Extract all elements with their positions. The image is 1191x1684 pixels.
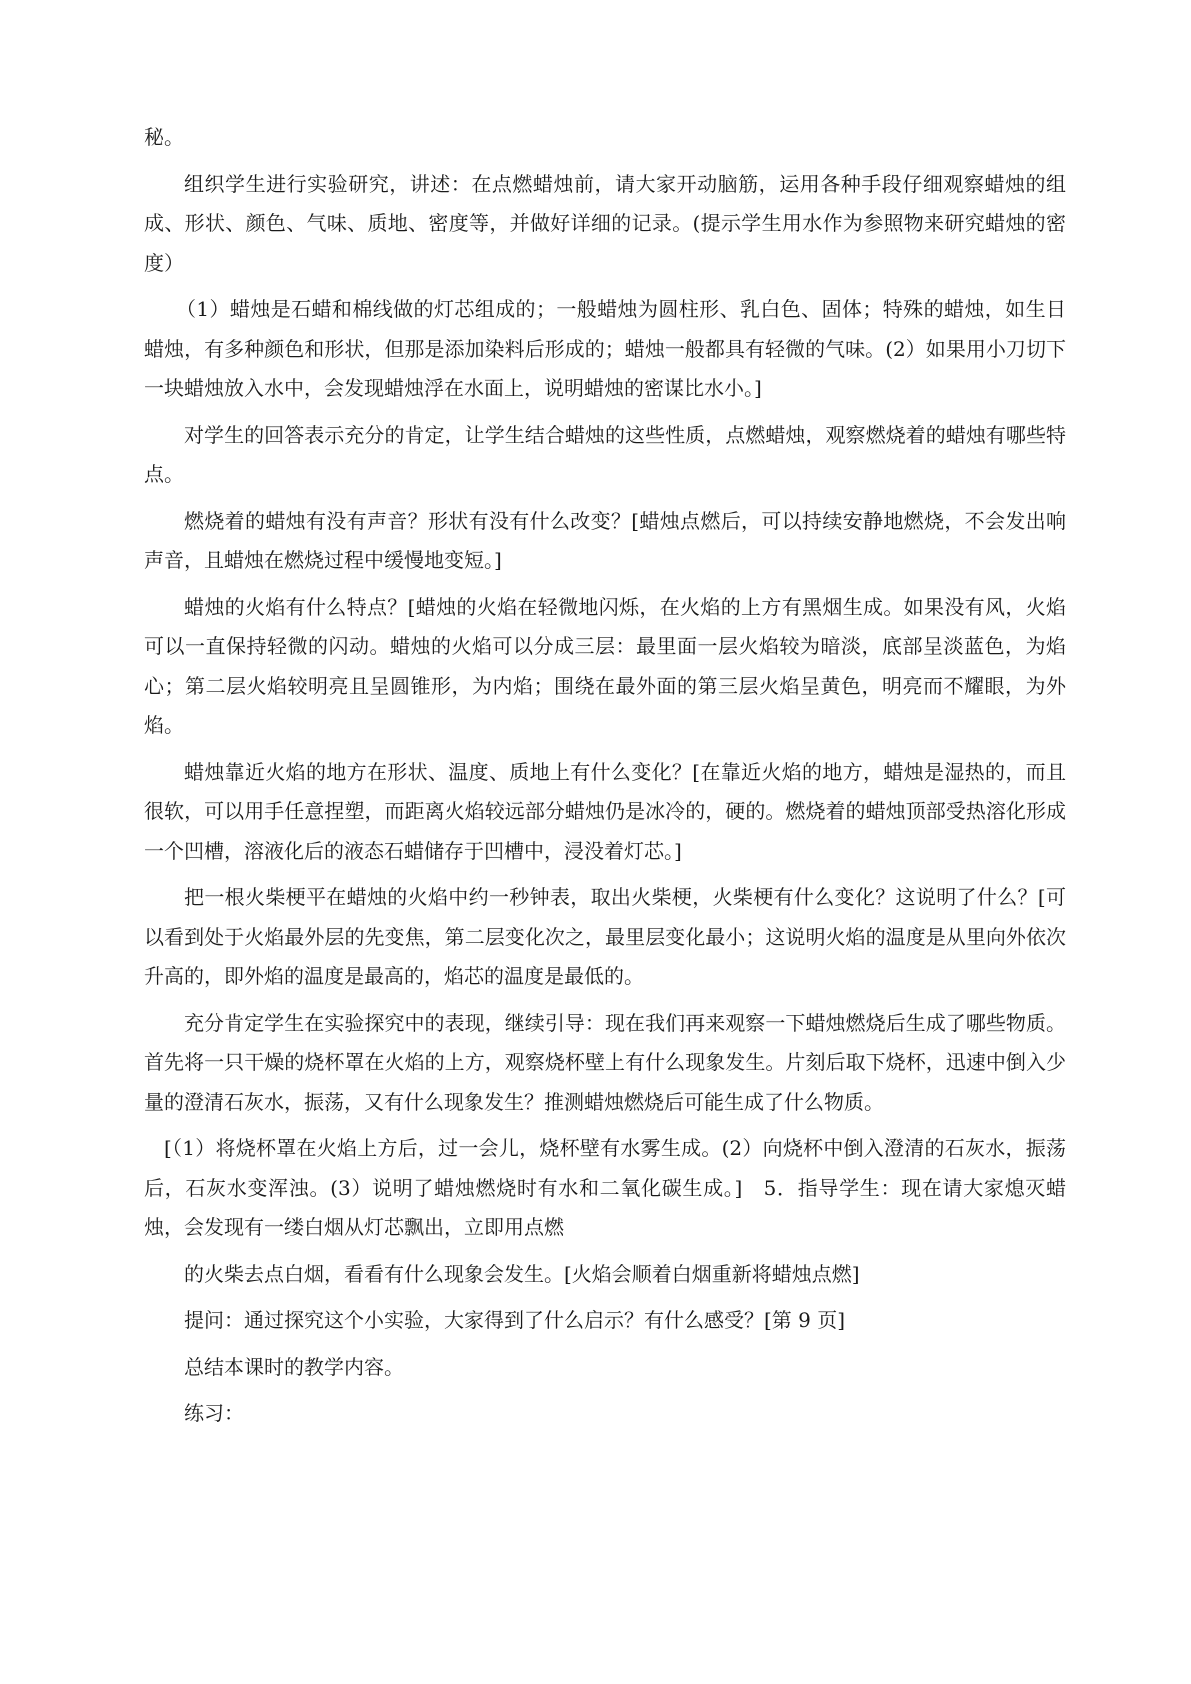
paragraph-exercise: 练习： [184, 1401, 244, 1425]
paragraph-burning-sound: 燃烧着的蜡烛有没有声音？形状有没有什么改变？[蜡烛点燃后，可以持续安静地燃烧，不会发出响声音，且蜡烛在燃烧过程中缓慢地变短。] [144, 508, 1066, 572]
paragraph-near-flame: 蜡烛靠近火焰的地方在形状、温度、质地上有什么变化？[在靠近火焰的地方，蜡烛是湿热的，而且很软，可以用手任意捏塑，而距离火焰较远部分蜡烛仍是冰冷的，硬的。燃烧着的蜡烛顶部受热溶化形成一个凹槽，溶液化后的液态石蜡储存于凹槽中，浸没着灯芯。] [144, 759, 1066, 863]
paragraph-matchstick: 把一根火柴梗平在蜡烛的火焰中约一秒钟表，取出火柴梗，火柴梗有什么变化？这说明了什么？[可以看到处于火焰最外层的先变焦，第二层变化次之，最里层变化最小；这说明火焰的温度是从里向外依次升高的，即外焰的温度是最高的，焰芯的温度是最低的。 [144, 885, 1066, 988]
paragraph-flame-features: 蜡烛的火焰有什么特点？[蜡烛的火焰在轻微地闪烁，在火焰的上方有黑烟生成。如果没有风，火焰可以一直保持轻微的闪动。蜡烛的火焰可以分成三层：最里面一层火焰较为暗淡，底部呈淡蓝色，为焰心；第二层火焰较明亮且呈圆锥形，为内焰；围绕在最外面的第三层火焰呈黄色，明亮而不耀眼，为外焰。 [144, 594, 1066, 737]
paragraph-organize-experiment: 组织学生进行实验研究，讲述：在点燃蜡烛前，请大家开动脑筋，运用各种手段仔细观察蜡烛的组成、形状、颜色、气味、质地、密度等，并做好详细的记录。(提示学生用水作为参照物来研究蜡烛的密度） [144, 171, 1066, 275]
paragraph-products: 充分肯定学生在实验探究中的表现，继续引导：现在我们再来观察一下蜡烛燃烧后生成了哪些物质。首先将一只干燥的烧杯罩在火焰的上方，观察烧杯壁上有什么现象发生。片刻后取下烧杯，迅速中倒入少量的澄清石灰水，振荡，又有什么现象发生？推测蜡烛燃烧后可能生成了什么物质。 [144, 1010, 1066, 1114]
paragraph-summary: 总结本课时的教学内容。 [184, 1354, 404, 1379]
paragraph-continuation: 秘。 [144, 125, 184, 149]
paragraph-question: 提问：通过探究这个小实验，大家得到了什么启示？有什么感受？[第 9 页] [184, 1308, 846, 1332]
document-body [144, 118, 1066, 1441]
paragraph-affirm-answers: 对学生的回答表示充分的肯定，让学生结合蜡烛的这些性质，点燃蜡烛，观察燃烧着的蜡烛有哪些特点。 [144, 422, 1066, 486]
paragraph-observations: [（1）将烧杯罩在火焰上方后，过一会儿，烧杯壁有水雾生成。(2）向烧杯中倒入澄清的石灰水，振荡后，石灰水变浑浊。(3）说明了蜡烛燃烧时有水和二氧化碳生成。] 5．指导学生：现在请大家熄灭蜡烛，会发现有一缕白烟从灯芯飘出，立即用点燃 [144, 1136, 1066, 1239]
paragraph-candle-composition: （1）蜡烛是石蜡和棉线做的灯芯组成的；一般蜡烛为圆柱形、乳白色、固体；特殊的蜡烛，如生日蜡烛，有多种颜色和形状，但那是添加染料后形成的；蜡烛一般都具有轻微的气味。(2）如果用小刀切下一块蜡烛放入水中，会发现蜡烛浮在水面上，说明蜡烛的密谋比水小。] [144, 297, 1066, 400]
paragraph-white-smoke: 的火柴去点白烟，看看有什么现象会发生。[火焰会顺着白烟重新将蜡烛点燃] [184, 1261, 860, 1286]
